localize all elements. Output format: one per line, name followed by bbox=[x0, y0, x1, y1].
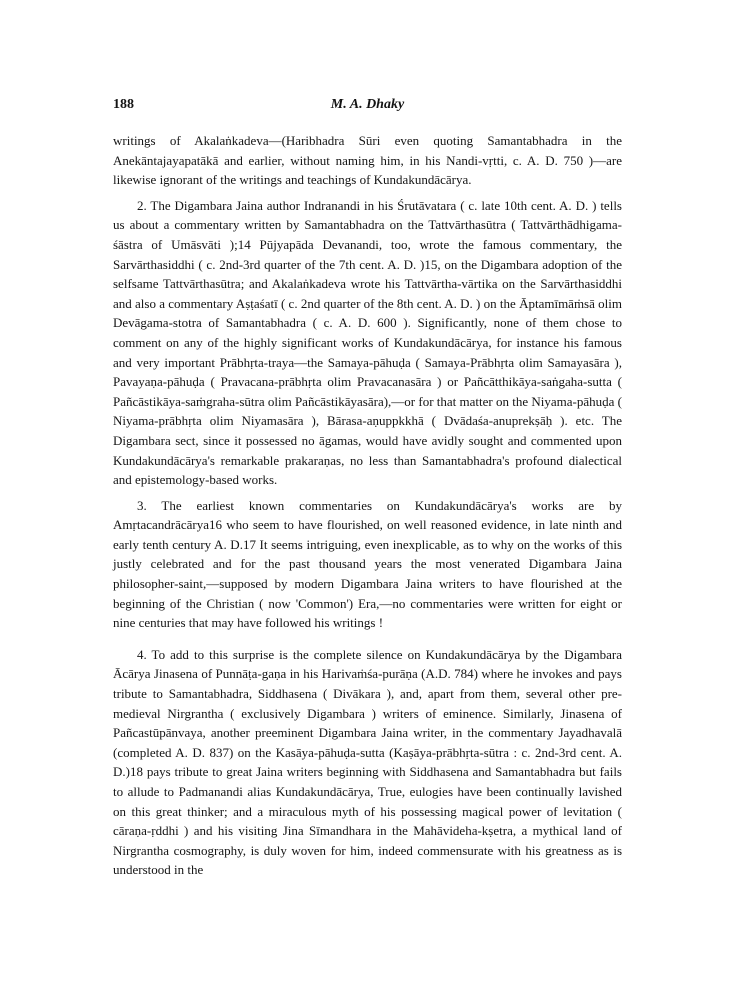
paragraph-2: 2. The Digambara Jaina author Indranandi in his Śrutāvatara ( c. late 10th cent. A. D. ) tells us about a commentary written by Samantabhadra on the Tattvārthasūtra ( Tattvārthādhigama-śāstra of Umāsvāti );14 Pūjyapāda Devanandi, too, wrote the famous commentary, the Sarvārthasiddhi ( c. 2nd-3rd quarter of the 7th cent. A. D. )15, on the Digambara adoption of the selfsame Tattvārthasūtra; and Akalaṅkadeva wrote his Tattvārtha-vārtika on the Sarvārthasiddhi and also a commentary Aṣṭaśatī ( c. 2nd quarter of the 8th cent. A. D. ) on the Āptamīmāṁsā olim Devāgama-stotra of Samantabhadra ( c. A. D. 600 ). Significantly, none of them chose to comment on any of the highly significant works of Kundakundācārya, for instance his famous and very important Prābhṛta-traya—the Samaya-pāhuḍa ( Samaya-Prābhṛta olim Samayasāra ), Pavayaṇa-pāhuḍa ( Pravacana-prābhṛta olim Pravacanasāra ) or Pañcātthikāya-saṅgaha-sutta ( Pañcāstikāya-saṁgraha-sūtra olim Pañcāstikāyasāra),—or for that matter on the Niyama-pāhuḍa ( Niyama-prābhṛta olim Niyamasāra ), Bārasa-aṇuppkkhā ( Dvādaśa-anuprekṣāḥ ). etc. The Digambara sect, since it possessed no āgamas, would have avidly sought and commented upon Kundakundācārya's remarkable prakaraṇas, no less than Samantabhadra's profound dialectical and epistemology-based works. bbox=[113, 197, 622, 488]
page bbox=[113, 97, 622, 886]
body-text bbox=[113, 131, 622, 880]
page-header bbox=[113, 97, 622, 119]
paragraph-3: 3. The earliest known commentaries on Kundakundācārya's works are by Amṛtacandrācārya16 who seem to have flourished, on well reasoned evidence, in late ninth and early tenth century A. D.17 It seems intriguing, even inexplicable, as to why on the works of this justly celebrated and for the past thousand years the most venerated Digambara Jaina philosopher-saint,—supposed by modern Digambara Jaina writers to have flourished at the beginning of the Christian ( now 'Common') Era,—no commentaries were written for eight or nine centuries that may have followed his writings ! bbox=[113, 497, 622, 631]
paragraph-continuation: writings of Akalaṅkadeva—(Haribhadra Sūri even quoting Samantabhadra in the Anekāntajayapatākā and earlier, without naming him, in his Nandi-vṛtti, c. A. D. 750 )—are likewise ignorant of the writings and teachings of Kundakundācārya. bbox=[113, 133, 622, 188]
running-head: M. A. Dhaky bbox=[330, 97, 405, 112]
page-number: 188 bbox=[113, 97, 134, 112]
paragraph-4: 4. To add to this surprise is the complete silence on Kundakundācārya by the Digambara Ācārya Jinasena of Punnāṭa-gaṇa in his Harivaṁśa-purāṇa (A.D. 784) where he invokes and pays tribute to Samantabhadra, Siddhasena ( Divākara ), and, apart from them, several other pre-medieval Nirgrantha ( exclusively Digambara ) writers of eminence. Similarly, Jinasena of Pañcastūpānvaya, another preeminent Digambara Jaina writer, in the commentary Jayadhavalā (completed A. D. 837) on the Kasāya-pāhuḍa-sutta (Kaṣāya-prābhṛta-sūtra : c. 2nd-3rd cent. A. D.)18 pays tribute to great Jaina writers beginning with Siddhasena and Samantabhadra but fails to allude to Padmanandi alias Kundakundācārya, True, eulogies have been continually lavished on this great thinker; and a miraculous myth of his possessing magical power of levitation ( cāraṇa-ṛddhi ) and his visiting Jina Sīmandhara in the Mahāvideha-kṣetra, a mythical land of Nirgrantha cosmography, is duly woven for him, indeed commensurate with his greatness as is understood in the bbox=[113, 646, 622, 878]
